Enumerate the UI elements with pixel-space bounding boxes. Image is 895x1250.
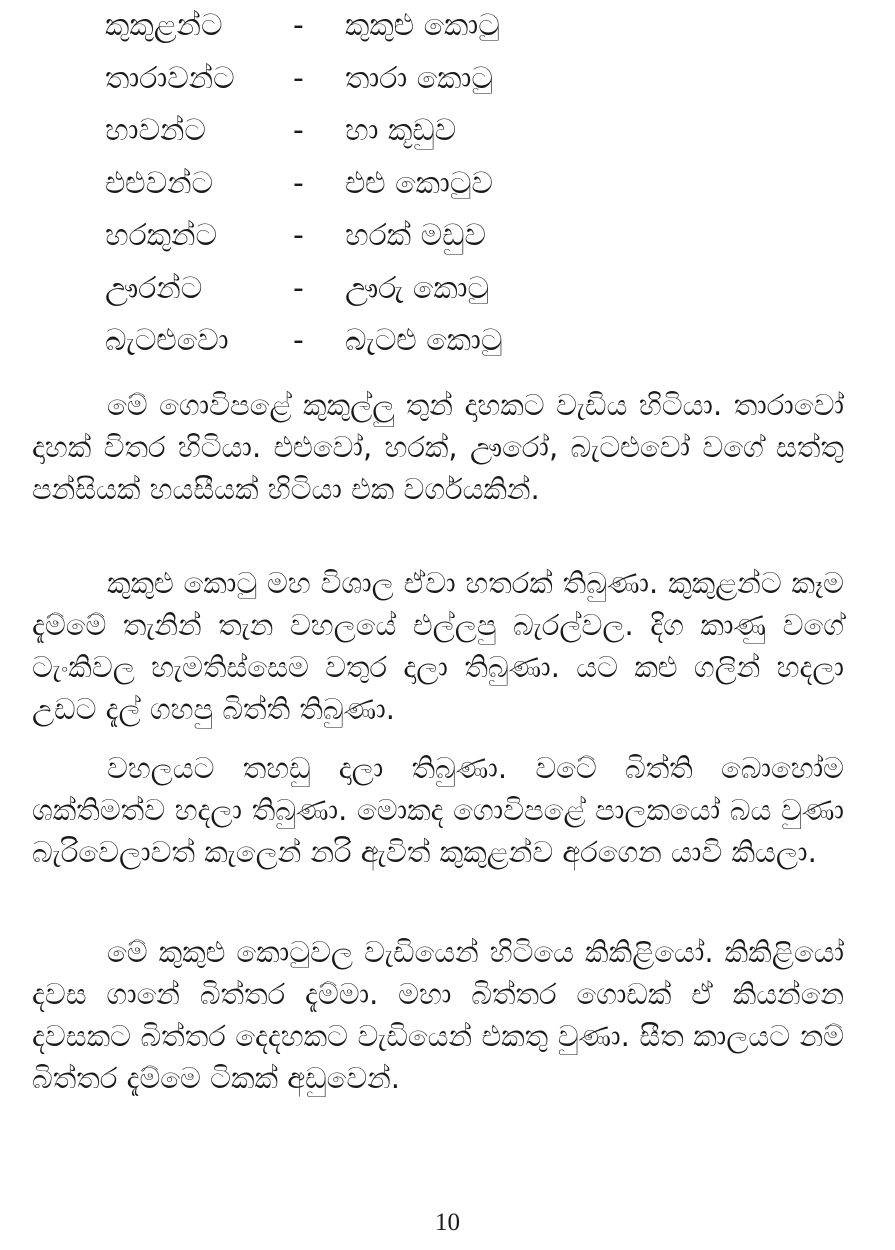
list-item <box>105 53 805 106</box>
body-paragraph: මේ කුකුළු කොටුවල වැඩියෙන් හිටියෙ කිකිළියෝ. කිකිළියෝ දවස ගානේ බිත්තර දැම්මා. මහා බිත්තර ගොඩක් ඒ කියන්නෙ දවසකට බිත්තර දෙදහකට වැඩියෙන් එකතු වුණා. සීත කාලයට නම් බිත්තර දැම්මෙ ටිකක් අඩුවෙන්. <box>32 935 844 1095</box>
shelter-name: එළු කොටුව <box>345 165 493 201</box>
list-item <box>105 315 805 368</box>
shelter-name: ඌරු කොටු <box>345 270 490 306</box>
separator-dash: - <box>293 323 304 358</box>
shelter-name: හා කූඩුව <box>345 113 457 148</box>
page-number: 10 <box>435 1209 460 1236</box>
animal-term: තාරාවන්ට <box>105 60 235 96</box>
shelter-name: කුකුළු කොටු <box>345 8 500 43</box>
separator-dash: - <box>293 113 304 148</box>
animal-term: එළුවන්ට <box>105 165 214 201</box>
shelter-name: තාරා කොටු <box>345 60 493 96</box>
list-item <box>105 263 805 316</box>
separator-dash: - <box>293 8 304 43</box>
separator-dash: - <box>293 60 304 96</box>
animal-term: ඌරන්ට <box>105 270 203 306</box>
body-paragraph: මේ ගොවිපළේ කුකුල්ලු තුන් දාහකට වැඩිය හිටියා. තාරාවෝ දාහක් විතර හිටියා. එළුවෝ, හරක්, ඌරෝ, බැටළුවෝ වගේ සත්තු පන්සියක් හයසීයක් හිටියා එක වර්ගයකින්. <box>32 388 844 506</box>
animal-term: බැටළුවො <box>105 323 229 358</box>
animal-shelter-list <box>105 0 805 368</box>
body-paragraph: කුකුළු කොටු මහ විශාල ඒවා හතරක් තිබුණා. කුකුළන්ට කෑම දැම්මේ තැනින් තැන වහලයේ එල්ලපු බැරල්වල. දිග කාණු වගේ ටැංකිවල හැමතිස්සෙම වතුර දාලා තිබුණා. යට කළු ගලින් හදලා උඩට දැල් ගහපු බිත්ති තිබුණා. <box>32 566 844 726</box>
shelter-name: බැටළු කොටු <box>345 323 503 358</box>
list-item <box>105 0 805 53</box>
animal-term: හරකුන්ට <box>105 218 218 253</box>
animal-term: හාවන්ට <box>105 113 206 148</box>
shelter-name: හරක් මඩුව <box>345 218 486 253</box>
animal-term: කුකුළන්ට <box>105 8 223 43</box>
separator-dash: - <box>293 165 304 201</box>
body-paragraph: වහලයට තහඩු දාලා තිබුණා. වටේ බිත්ති බොහෝම ශක්තිමත්ව හදලා තිබුණා. මොකද ගොවිපළේ පාලකයෝ බය වුණා බැරිවෙලාවත් කැලෙන් නරි ඇවිත් කුකුළන්ව අරගෙන යාවි කියලා. <box>32 751 844 869</box>
separator-dash: - <box>293 270 304 306</box>
list-item <box>105 158 805 211</box>
list-item <box>105 105 805 158</box>
list-item <box>105 210 805 263</box>
separator-dash: - <box>293 218 304 253</box>
